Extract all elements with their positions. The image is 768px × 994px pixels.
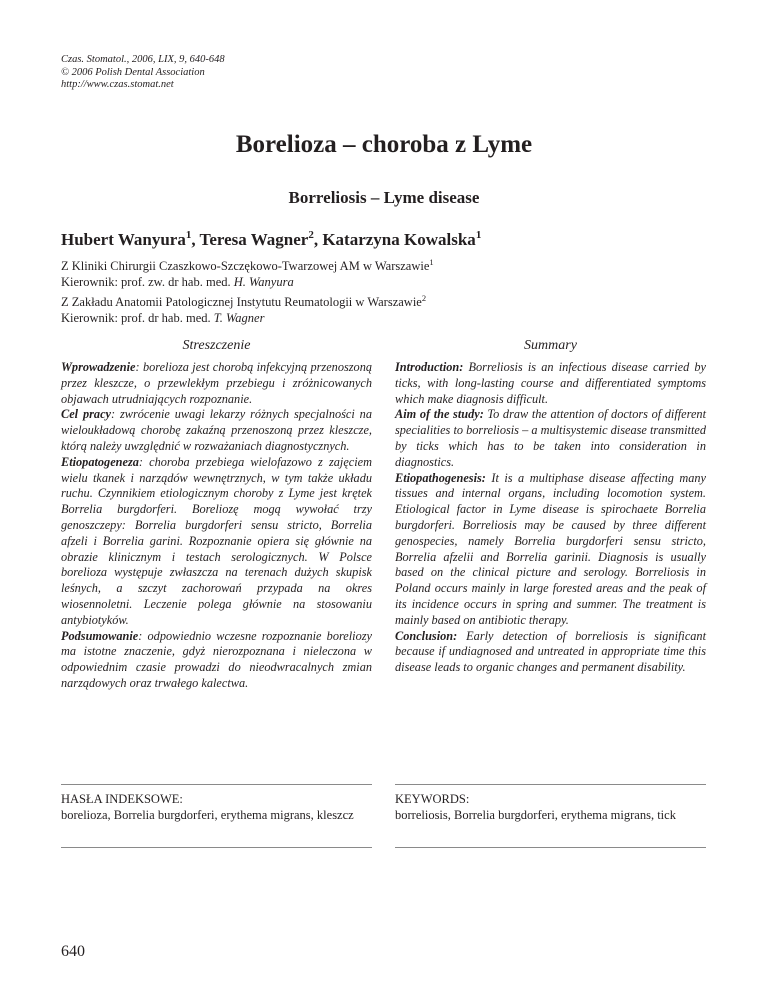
citation: Czas. Stomatol., 2006, LIX, 9, 640-648	[61, 54, 225, 65]
divider	[61, 784, 372, 785]
keywords-label: HASŁA INDEKSOWE:	[61, 792, 183, 806]
section-label: Conclusion:	[395, 628, 458, 643]
divider	[395, 784, 706, 785]
author-name: Teresa Wagner	[199, 230, 309, 249]
section-text: To draw the attention of doctors of different specialities to borreliosis – a multisystemic disease transmitted by ticks which has to be taken into consideration in diagnostics.	[395, 407, 706, 469]
abstract-paragraph	[395, 471, 706, 629]
divider	[61, 847, 372, 848]
section-label: Etiopatogeneza	[61, 454, 139, 469]
author-name: Katarzyna Kowalska	[322, 230, 476, 249]
author-affiliation-ref: 1	[475, 229, 482, 241]
copyright: © 2006 Polish Dental Association	[61, 66, 205, 78]
affiliation-head-name: T. Wagner	[213, 311, 265, 325]
abstract-paragraph	[395, 629, 706, 676]
affiliation-head-label: Kierownik: prof. zw. dr hab. med.	[61, 275, 234, 289]
page-number: 640	[61, 943, 85, 960]
section-text: Early detection of borreliosis is significant because if undiagnosed and untreated in appropriate time this disease leads to organic changes and permanent disability.	[395, 628, 706, 675]
affiliation-number: 1	[429, 257, 434, 267]
section-text: : choroba przebiega wielofazowo z zajęciem wielu tkanek i narządów wewnętrznych, w tym także układu ruchu. Czynnikiem etiologicznym choroby z Lyme jest krętek Borrelia burgdorferi. Boreliozę mogą wywołać trzy genoszczepy: Borrelia burgdorferi sensu stricto, Borrelia afzeli i Borrelia garini. Rozpoznanie opiera się głównie na obrazie klinicznym i testach serologicznych. W Polsce borelioza występuje zwłaszcza na terenach dużych skupisk leśnych, a szczyt zachorowań przypada na okres wiosennoletni. Leczenie polega głównie na stosowaniu antybiotyków.	[61, 454, 372, 627]
section-label: Wprowadzenie	[61, 360, 136, 374]
section-text: : zwrócenie uwagi lekarzy różnych specjalności na wieloukładową chorobę zakaźną przenoszoną przez kleszcze, którą należy uwzględnić w rozważaniach diagnostycznych.	[61, 407, 372, 453]
author-separator: ,	[191, 230, 200, 249]
keywords-text: borelioza, Borrelia burgdorferi, erythema migrans, kleszcz	[61, 808, 354, 822]
section-label: Introduction:	[395, 360, 464, 374]
affiliation-head-name: H. Wanyura	[233, 275, 294, 289]
journal-header	[61, 54, 225, 92]
keywords-en	[395, 791, 706, 823]
section-text: : odpowiednio wczesne rozpoznanie boreliozy ma istotne znaczenie, gdyż nierozpoznana i nieleczona w odpowiednim czasie prowadzi do nieodwracalnych zmian narządowych oraz trwałego kalectwa.	[61, 628, 372, 690]
divider	[395, 847, 706, 848]
keywords-pl	[61, 791, 372, 823]
abstract-paragraph	[61, 455, 372, 629]
section-text: Borreliosis is an infectious disease carried by ticks, with long-lasting course and differentiated symptoms which make diagnosis difficult.	[395, 360, 706, 406]
affiliation-unit: Z Kliniki Chirurgii Czaszkowo-Szczękowo-Twarzowej AM w Warszawie	[61, 259, 430, 273]
affiliation-unit: Z Zakładu Anatomii Patologicznej Instytutu Reumatologii w Warszawie	[61, 295, 422, 309]
affiliation-number: 2	[421, 293, 427, 303]
author-affiliation-ref: 1	[185, 229, 192, 241]
section-text: It is a multiphase disease affecting many tissues and internal organs, including locomotion system. Etiological factor in Lyme disease is spirochaete Borrelia burgdorferi. Borreliosis may be caused by three different genospecies, namely Borrelia burgdorferi sensu stricto, Borrelia afzelii and Borrelia garinii. Diagnosis is usually based on the clinical picture and serology. Borreliosis in Poland occurs mainly in large forested areas and the peak of its incidence occurs in spring and summer. The treatment is mainly based on antibiotic therapy.	[395, 470, 706, 627]
affiliation	[61, 294, 426, 326]
streszczenie-column	[61, 360, 372, 692]
section-label: Aim of the study:	[395, 407, 484, 422]
author-affiliation-ref: 2	[308, 229, 314, 241]
author-name: Hubert Wanyura	[61, 230, 186, 249]
abstract-paragraph	[61, 629, 372, 692]
section-label: Cel pracy	[61, 407, 111, 422]
journal-url: http://www.czas.stomat.net	[61, 79, 174, 90]
affiliation-head-label: Kierownik: prof. dr hab. med.	[61, 311, 214, 325]
abstract-paragraph	[61, 407, 372, 454]
section-label: Etiopathogenesis:	[395, 470, 486, 485]
abstract-paragraph	[395, 360, 706, 407]
author-separator: ,	[313, 230, 323, 249]
abstract-paragraph	[61, 360, 372, 407]
author-list	[61, 230, 481, 250]
article-subtitle: Borreliosis – Lyme disease	[288, 188, 480, 207]
summary-column	[395, 360, 706, 676]
abstract-paragraph	[395, 407, 706, 470]
streszczenie-heading: Streszczenie	[182, 338, 251, 353]
keywords-label: KEYWORDS:	[395, 792, 470, 806]
section-text: : borelioza jest chorobą infekcyjną przenoszoną przez kleszcze, o przewlekłym przebiegu i zróżnicowanych objawach utrudniających rozpoznanie.	[61, 360, 372, 406]
article-title: Borelioza – choroba z Lyme	[235, 131, 533, 158]
section-label: Podsumowanie	[61, 628, 139, 643]
keywords-text: borreliosis, Borrelia burgdorferi, erythema migrans, tick	[395, 808, 676, 822]
summary-heading: Summary	[524, 338, 577, 353]
affiliation	[61, 258, 434, 290]
